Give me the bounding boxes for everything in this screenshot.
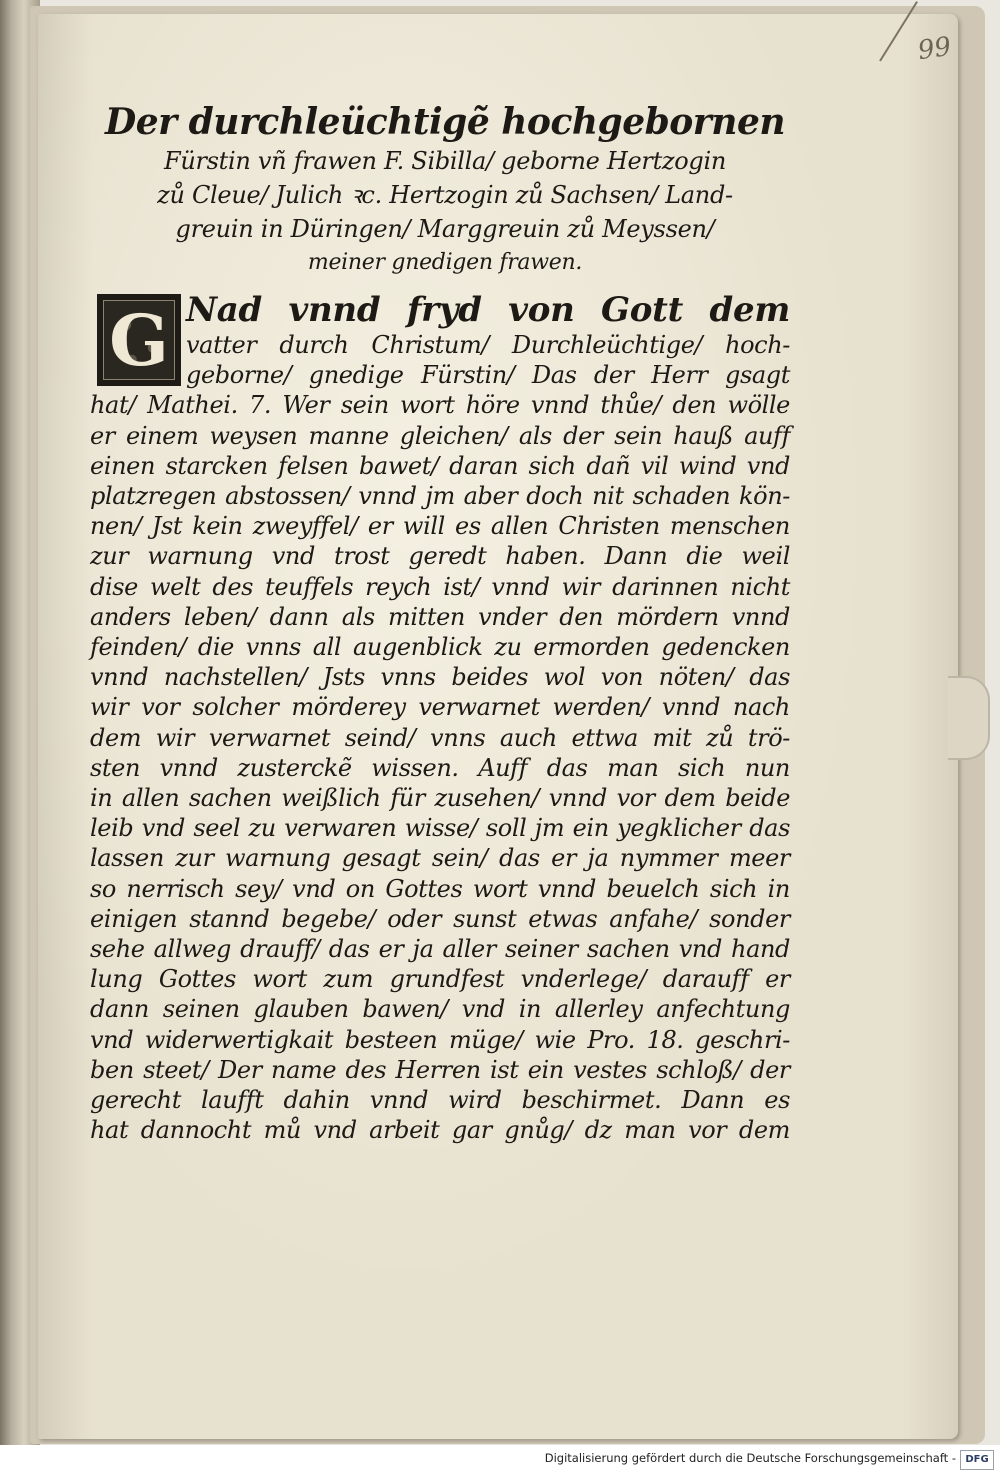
- body-line: platzregen abstossen/ vnnd jm aber doch nit schaden kön-: [90, 482, 790, 511]
- footer-bar: [0, 1445, 1000, 1474]
- page-clip-tab: [948, 676, 990, 760]
- decorated-initial: [97, 294, 181, 386]
- body-text: [90, 290, 800, 1145]
- heading-line: meiner gnedigen frawen.: [307, 250, 583, 275]
- body-line: hat/ Mathei. 7. Wer sein wort höre vnnd thůe/ den wölle: [90, 391, 790, 420]
- body-line: dem wir verwarnet seind/ vnns auch ettwa mit zů trö-: [90, 723, 790, 752]
- body-line: hat dannocht mů vnd arbeit gar gnůg/ dz man vor dem: [90, 1116, 790, 1145]
- body-line: er einem weysen manne gleichen/ als der sein hauß auff: [90, 421, 790, 450]
- dedication-heading: [90, 100, 800, 280]
- body-line: vnnd nachstellen/ Jsts vnns beides wol von nöten/ das: [90, 663, 790, 692]
- folio-number: 99: [916, 31, 954, 67]
- body-line: anders leben/ dann als mitten vnder den mördern vnnd: [90, 602, 790, 631]
- body-line: sehe allweg drauff/ das er ja aller seiner sachen vnd hand: [90, 935, 790, 964]
- body-line: lassen zur warnung gesagt sein/ das er ja nymmer meer: [90, 844, 790, 873]
- body-line: einigen stannd begebe/ oder sunst etwas anfahe/ sonder: [90, 904, 790, 933]
- heading-line: zů Cleue/ Julich ꝛc. Hertzogin zů Sachsen/ Land-: [157, 181, 733, 209]
- body-line: vnd widerwertigkait besteen müge/ wie Pro. 18. geschri-: [90, 1025, 790, 1054]
- body-line: geborne/ gnedige Fürstin/ Das der Herr gsagt: [186, 361, 790, 390]
- body-line: nen/ Jst kein zweyffel/ er will es allen Christen menschen: [90, 512, 790, 541]
- body-line: wir vor solcher mörderey verwarnet werden/ vnnd nach: [90, 693, 790, 722]
- body-line: ben steet/ Der name des Herren ist ein vestes schloß/ der: [90, 1055, 790, 1084]
- body-line: einen starcken felsen bawet/ daran sich dañ vil wind vnd: [90, 451, 790, 480]
- body-line: sten vnnd zusterckẽ wissen. Auff das man sich nun: [90, 753, 790, 782]
- body-line: zur warnung vnd trost geredt haben. Dann die weil: [90, 542, 790, 571]
- heading-line: greuin in Düringen/ Marggreuin zů Meyssen/: [175, 215, 715, 243]
- text-block: [90, 100, 800, 1145]
- body-line: lung Gottes wort zum grundfest vnderlege/ darauff er: [90, 965, 790, 994]
- body-line: feinden/ die vnns all augenblick zu ermorden gedencken: [90, 633, 790, 662]
- initial-letter: G: [109, 298, 169, 382]
- body-line: vatter durch Christum/ Durchleüchtige/ hoch-: [186, 331, 790, 359]
- body-line: gerecht laufft dahin vnnd wird beschirmet. Dann es: [90, 1086, 790, 1115]
- body-line: dann seinen glauben bawen/ vnd in allerley anfechtung: [90, 995, 790, 1024]
- body-line: in allen sachen weißlich für zusehen/ vnnd vor dem beide: [90, 784, 790, 813]
- heading-line: Der durchleüchtigẽ hochgebornen: [104, 101, 786, 143]
- body-line: leib vnd seel zu verwaren wisse/ soll jm ein yegklicher das: [90, 814, 790, 843]
- heading-line: Fürstin vñ frawen F. Sibilla/ geborne Hertzogin: [163, 147, 727, 175]
- body-line: dise welt des teuffels reych ist/ vnnd wir darinnen nicht: [90, 572, 790, 601]
- funding-notice: Digitalisierung gefördert durch die Deutsche Forschungsgemeinschaft -: [544, 1451, 956, 1465]
- body-line: so nerrisch sey/ vnd on Gottes wort vnnd beuelch sich in: [90, 874, 790, 903]
- dfg-logo: DFG: [960, 1450, 994, 1470]
- body-line: Nad vnnd fryd von Gott dem: [186, 290, 790, 330]
